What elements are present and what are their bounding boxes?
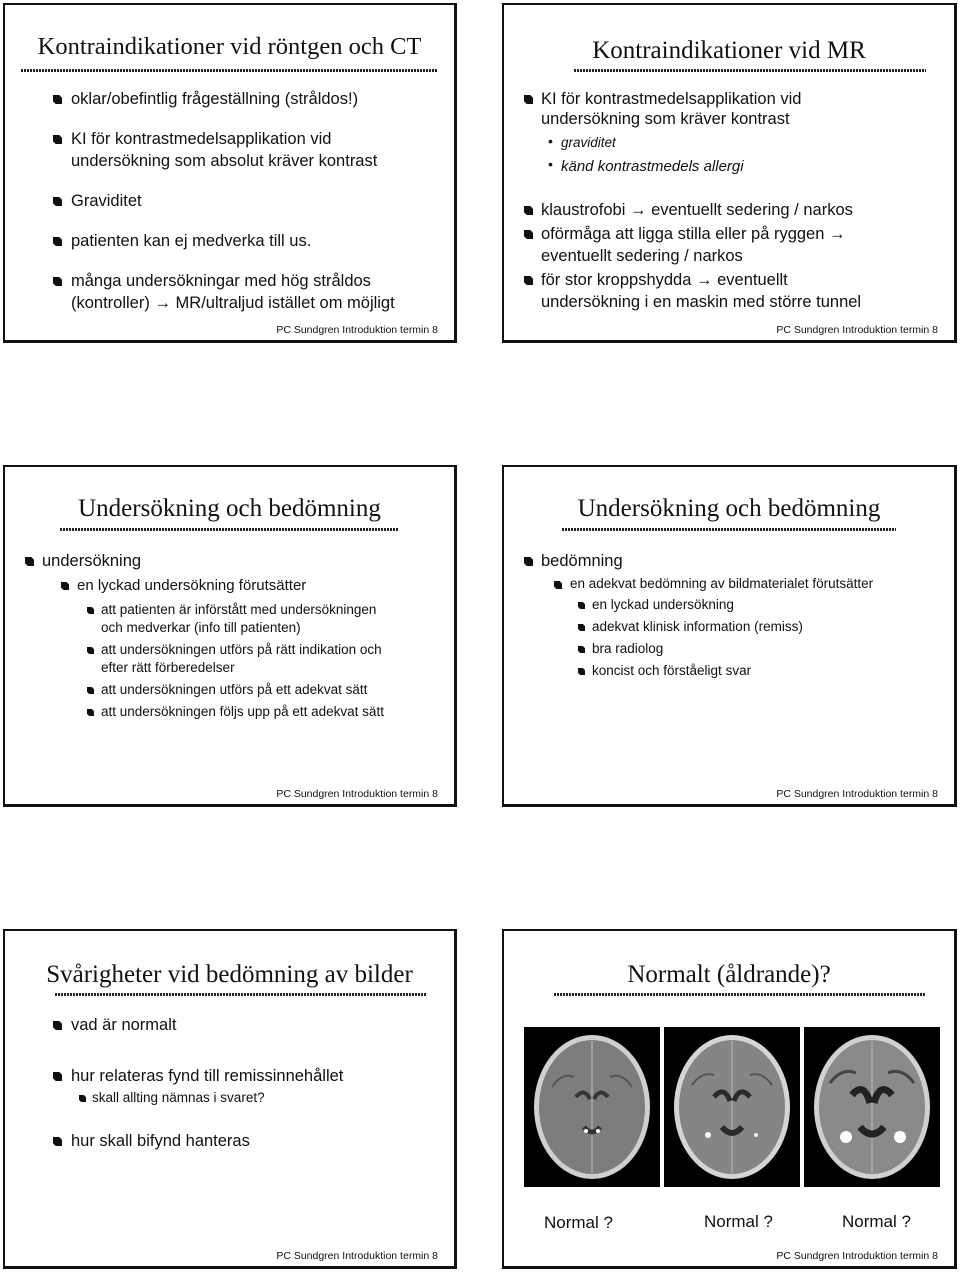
list-item-continuation: undersökning som absolut kräver kontrast (71, 152, 378, 170)
list-item: vad är normalt (71, 1016, 177, 1034)
sub-item: en lyckad undersökning förutsätter (77, 577, 307, 594)
list-item: Graviditet (71, 192, 142, 210)
bullet-icon (524, 95, 533, 104)
bullet-icon (53, 1137, 62, 1146)
bullet-icon (53, 1021, 62, 1030)
item-text: för stor kroppshydda (541, 271, 692, 289)
bullet-icon (524, 276, 533, 285)
slide-footer: PC Sundgren Introduktion termin 8 (276, 1250, 438, 1262)
sub-sub-item: att undersökningen utförs på ett adekvat sätt (101, 682, 368, 697)
list-item: KI för kontrastmedelsapplikation vid (541, 90, 802, 108)
bullet-icon (87, 687, 94, 694)
arrow-icon: → (154, 294, 171, 312)
item-text: klaustrofobi (541, 201, 626, 219)
sub-item: skall allting nämnas i svaret? (92, 1090, 265, 1105)
sub-sub-item: en lyckad undersökning (592, 597, 734, 612)
title-divider (21, 69, 438, 72)
list-item-continuation: eventuellt sedering / narkos (541, 247, 743, 265)
sub-sub-item: att undersökningen följs upp på ett adekvat sätt (101, 704, 384, 719)
slide-footer: PC Sundgren Introduktion termin 8 (776, 324, 938, 336)
brain-ct-image (524, 1027, 660, 1187)
slide-mr-contraindications (502, 3, 957, 343)
list-item: patienten kan ej medverka till us. (71, 232, 312, 250)
item-text: (kontroller) (71, 294, 150, 312)
slide-footer: PC Sundgren Introduktion termin 8 (776, 1250, 938, 1262)
sub-sub-item: att patienten är införstått med undersökningen (101, 602, 377, 617)
slide-title: Undersökning och bedömning (577, 495, 881, 522)
title-divider (554, 993, 926, 996)
item-text: oförmåga att ligga stilla eller på ryggen (541, 225, 825, 243)
list-item-continuation: undersökning i en maskin med större tunnel (541, 293, 862, 311)
slide-title: Svårigheter vid bedömning av bilder (46, 961, 413, 988)
list-item: undersökning (42, 552, 142, 570)
image-caption: Normal ? (704, 1212, 773, 1231)
list-item-continuation (71, 293, 395, 314)
bullet-icon (578, 624, 585, 631)
sub-sub-item: adekvat klinisk information (remiss) (592, 619, 803, 634)
bullet-dot-icon: • (548, 133, 553, 149)
bullet-icon (79, 1095, 86, 1102)
sub-item: känd kontrastmedels allergi (561, 158, 744, 175)
slide-title: Normalt (åldrande)? (627, 961, 831, 988)
slide-footer: PC Sundgren Introduktion termin 8 (276, 788, 438, 800)
image-caption: Normal ? (842, 1212, 911, 1231)
title-divider (574, 69, 926, 72)
sub-sub-item: koncist och förståeligt svar (592, 663, 752, 678)
slide-ct-contraindications (3, 3, 457, 343)
bullet-icon (53, 197, 62, 206)
bullet-icon (53, 237, 62, 246)
bullet-icon (578, 646, 585, 653)
list-item-continuation: undersökning som kräver kontrast (541, 110, 790, 128)
item-text: eventuellt (717, 271, 788, 289)
title-divider (562, 528, 896, 531)
slide-assessment (502, 465, 957, 807)
list-item: KI för kontrastmedelsapplikation vid (71, 130, 332, 148)
bullet-icon (578, 602, 585, 609)
bullet-icon (87, 647, 94, 654)
list-item: bedömning (541, 552, 623, 570)
slide-title: Undersökning och bedömning (78, 495, 381, 522)
bullet-icon (87, 709, 94, 716)
bullet-icon (578, 668, 585, 675)
bullet-dot-icon: • (548, 156, 553, 172)
bullet-icon (61, 582, 69, 590)
slide-footer: PC Sundgren Introduktion termin 8 (276, 324, 438, 336)
sub-item: graviditet (561, 135, 616, 150)
slide-footer: PC Sundgren Introduktion termin 8 (776, 788, 938, 800)
list-item (541, 270, 788, 291)
arrow-icon: → (696, 271, 713, 289)
list-item (541, 200, 853, 221)
bullet-icon (554, 581, 562, 589)
bullet-icon (53, 1072, 62, 1081)
slide-normal-aging (502, 929, 957, 1269)
arrow-icon: → (629, 201, 647, 219)
title-divider (55, 993, 426, 996)
bullet-icon (53, 95, 62, 104)
arrow-icon: → (829, 225, 846, 243)
bullet-icon (524, 206, 533, 215)
slide-title: Kontraindikationer vid röntgen och CT (37, 33, 422, 60)
list-item: hur skall bifynd hanteras (71, 1132, 250, 1150)
brain-ct-image (804, 1027, 940, 1187)
sub-sub-item: att undersökningen utförs på rätt indikation och (101, 642, 382, 657)
sub-sub-item-continuation: efter rätt förberedelser (101, 660, 235, 675)
slide-interpretation-difficulties (3, 929, 457, 1269)
bullet-icon (524, 230, 533, 239)
bullet-icon (53, 135, 62, 144)
list-item: många undersökningar med hög stråldos (71, 272, 371, 290)
item-text: MR/ultraljud istället om möjligt (175, 294, 395, 312)
sub-sub-item-continuation: och medverkar (info till patienten) (101, 620, 301, 635)
sub-sub-item: bra radiolog (592, 641, 664, 656)
slide-title: Kontraindikationer vid MR (592, 37, 866, 64)
slide-examination (3, 465, 457, 807)
bullet-icon (25, 557, 34, 566)
title-divider (60, 528, 399, 531)
bullet-icon (524, 557, 533, 566)
brain-ct-image (664, 1027, 800, 1187)
list-item: oklar/obefintlig frågeställning (stråldos!) (71, 90, 359, 108)
bullet-icon (53, 277, 62, 286)
image-caption: Normal ? (544, 1213, 613, 1232)
item-text: eventuellt sedering / narkos (651, 201, 853, 219)
bullet-icon (87, 607, 94, 614)
list-item: hur relateras fynd till remissinnehållet (71, 1067, 344, 1085)
sub-item: en adekvat bedömning av bildmaterialet förutsätter (570, 576, 874, 591)
list-item (541, 224, 846, 245)
